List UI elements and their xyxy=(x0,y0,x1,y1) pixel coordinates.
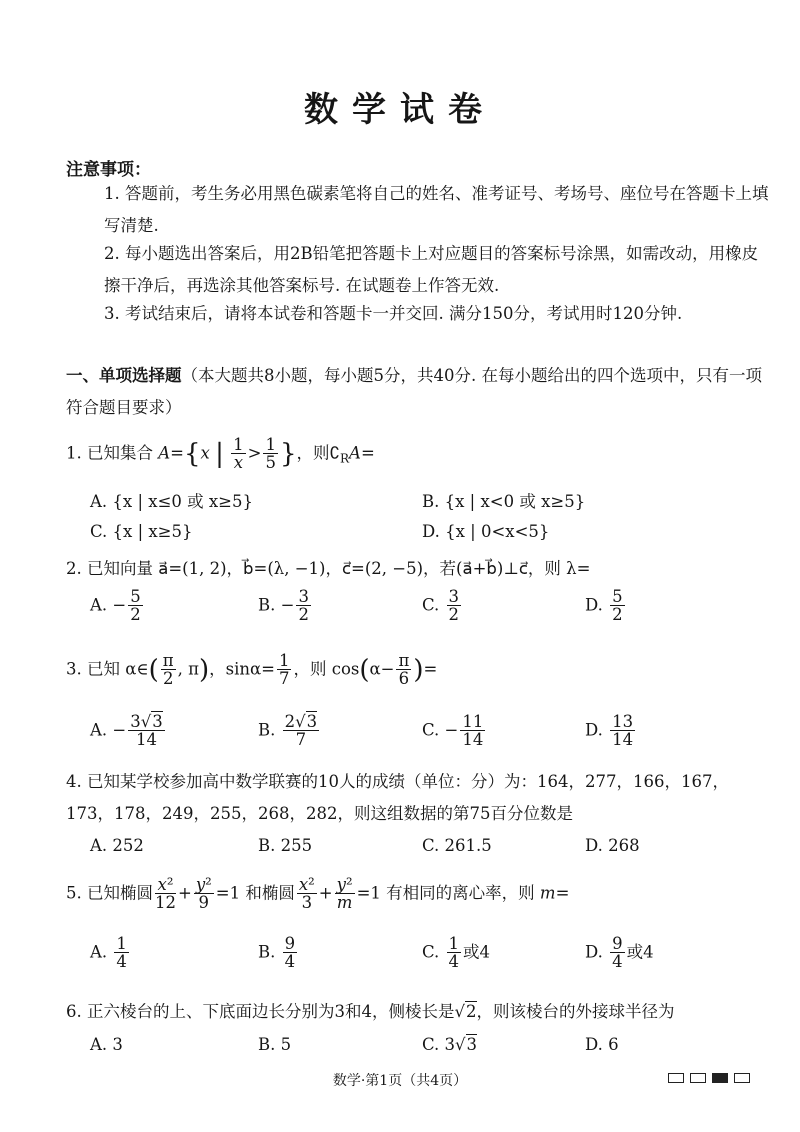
question-6: 6. 正六棱台的上、下底面边长分别为3和4，侧棱长是√2，则该棱台的外接球半径为 xyxy=(66,1002,675,1021)
q1-option-a: A. {x | x≤0 或 x≥5} xyxy=(90,492,254,511)
q5-option-b: B. $\frac{9}{4}$ xyxy=(258,934,296,972)
q3-option-a: A. − $\frac{3√3}{14}$ xyxy=(90,712,163,750)
scan-mark-filled-icon xyxy=(712,1073,728,1083)
scan-mark-icon xyxy=(734,1073,750,1083)
q5-option-d-or: 或4 xyxy=(626,942,654,962)
q4-option-a: A. 252 xyxy=(90,836,144,855)
notice-heading: 注意事项： xyxy=(66,160,151,180)
q1-option-c: C. {x | x≥5} xyxy=(90,522,193,541)
question-2: 2. 已知向量 a⃗=(1, 2)，b⃗=(λ, −1)，c⃗=(2, −5)，若(a⃗+b⃗)⊥c⃗，则 λ= xyxy=(66,559,591,578)
q6-option-c: C. 3√3 xyxy=(422,1035,478,1054)
scan-mark-icon xyxy=(690,1073,706,1083)
q1-option-d: D. {x | 0<x<5} xyxy=(422,522,550,541)
q3-option-b: B. $\frac{2√3}{7}$ xyxy=(258,712,318,750)
q3-option-d: D. $\frac{13}{14}$ xyxy=(585,712,634,750)
q5-option-c: C. $\frac{1}{4}$ 或4 xyxy=(422,934,491,972)
question-4-line-1: 4. 已知某学校参加高中数学联赛的10人的成绩（单位：分）为：164，277，166，167， xyxy=(66,772,729,791)
scan-mark-icon xyxy=(668,1073,684,1083)
q4-option-c: C. 261.5 xyxy=(422,836,492,855)
q6-option-d: D. 6 xyxy=(585,1035,619,1054)
q5-option-d: D. $\frac{9}{4}$ 或4 xyxy=(585,934,654,972)
q4-option-b: B. 255 xyxy=(258,836,313,855)
section-heading: 一、单项选择题（本大题共8小题，每小题5分，共40分. 在每小题给出的四个选项中，只有一项符合题目要求） xyxy=(66,366,762,417)
q5-option-a: A. $\frac{1}{4}$ xyxy=(90,934,127,972)
q2-option-c: C. $\frac{3}{2}$ xyxy=(422,587,460,625)
question-1: 1. 已知集合 A={x | $\frac{1}{x}$ > $\frac{1}{5}$ }，则$∁_RA=$ xyxy=(66,435,375,473)
q4-option-d: D. 268 xyxy=(585,836,640,855)
page-footer: 数学·第1页（共4页） xyxy=(332,1073,468,1089)
question-3: 3. 已知 α∈( $\frac{\pi}{2}$ , π)，sinα= $\frac{1}{7}$ ，则 cos(α− $\frac{\pi}{6}$ )= xyxy=(66,651,438,689)
q1-option-b: B. {x | x<0 或 x≥5} xyxy=(422,492,586,511)
notice-item-2: 2. 每小题选出答案后，用2B铅笔把答题卡上对应题目的答案标号涂黑，如需改动，用橡皮擦干净后，再选涂其他答案标号. 在试题卷上作答无效. xyxy=(104,244,759,295)
notice-item-3: 3. 考试结束后，请将本试卷和答题卡一并交回. 满分150分，考试用时120分钟. xyxy=(104,304,683,323)
scan-marks xyxy=(668,1073,750,1083)
page-title: 数学试卷 xyxy=(304,90,496,130)
question-5: 5. 已知椭圆 $\frac{\text{x²}}{12}$ + $\frac{\text{y²}}{9}$ =1 和椭圆 $\frac{\text{x²}}{3}$ + $\frac{\text{y²}}{m}$ =1 有相同的离心率，则 m= xyxy=(66,875,570,913)
q2-option-a: A. − $\frac{5}{2}$ xyxy=(90,587,141,625)
q3-option-c: C. − $\frac{11}{14}$ xyxy=(422,712,484,750)
q2-option-d: D. $\frac{5}{2}$ xyxy=(585,587,623,625)
q2-option-b: B. − $\frac{3}{2}$ xyxy=(258,587,309,625)
q6-option-a: A. 3 xyxy=(90,1035,123,1054)
q6-option-b: B. 5 xyxy=(258,1035,292,1054)
question-4-line-2: 173，178，249，255，268，282，则这组数据的第75百分位数是 xyxy=(66,804,573,823)
notice-item-1: 1. 答题前，考生务必用黑色碳素笔将自己的姓名、准考证号、考场号、座位号在答题卡上填写清楚. xyxy=(104,184,769,235)
